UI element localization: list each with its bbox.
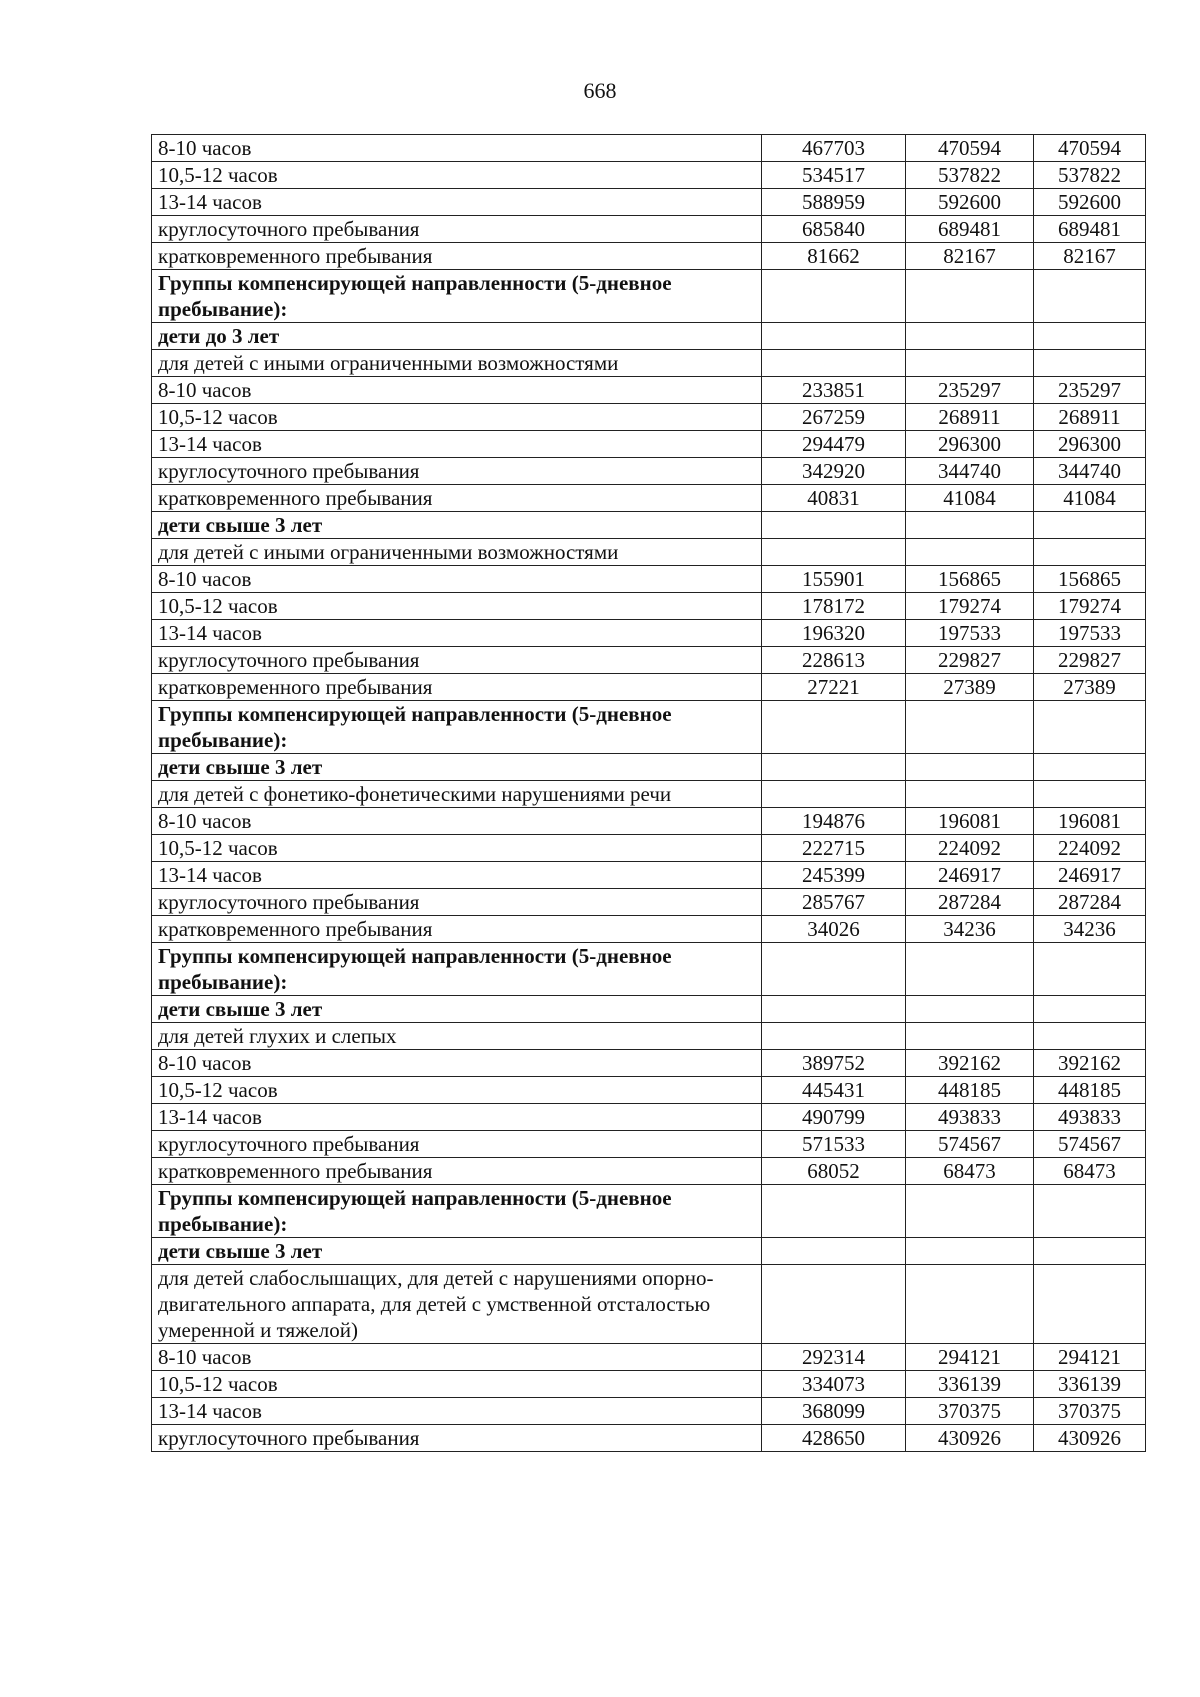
value-cell-1 bbox=[762, 323, 906, 350]
table-row bbox=[152, 620, 1146, 647]
row-label: 13-14 часов bbox=[152, 620, 762, 647]
value-cell-1: 294479 bbox=[762, 431, 906, 458]
row-label: 10,5-12 часов bbox=[152, 404, 762, 431]
value-cell-1: 34026 bbox=[762, 916, 906, 943]
table-row bbox=[152, 754, 1146, 781]
value-cell-1 bbox=[762, 270, 906, 323]
table-row bbox=[152, 889, 1146, 916]
value-cell-1 bbox=[762, 943, 906, 996]
row-label: 8-10 часов bbox=[152, 135, 762, 162]
table-row bbox=[152, 593, 1146, 620]
value-cell-3: 246917 bbox=[1034, 862, 1146, 889]
value-cell-3: 41084 bbox=[1034, 485, 1146, 512]
row-label: круглосуточного пребывания bbox=[152, 1425, 762, 1452]
value-cell-3: 470594 bbox=[1034, 135, 1146, 162]
value-cell-2 bbox=[906, 270, 1034, 323]
table-row bbox=[152, 135, 1146, 162]
value-cell-1: 490799 bbox=[762, 1104, 906, 1131]
value-cell-2: 493833 bbox=[906, 1104, 1034, 1131]
value-cell-2: 574567 bbox=[906, 1131, 1034, 1158]
value-cell-1 bbox=[762, 754, 906, 781]
value-cell-2: 448185 bbox=[906, 1077, 1034, 1104]
table-row bbox=[152, 323, 1146, 350]
value-cell-2: 370375 bbox=[906, 1398, 1034, 1425]
value-cell-3 bbox=[1034, 539, 1146, 566]
value-cell-1: 233851 bbox=[762, 377, 906, 404]
row-label: кратковременного пребывания bbox=[152, 243, 762, 270]
value-cell-2: 246917 bbox=[906, 862, 1034, 889]
value-cell-1: 222715 bbox=[762, 835, 906, 862]
value-cell-3 bbox=[1034, 943, 1146, 996]
value-cell-2 bbox=[906, 350, 1034, 377]
row-label: Группы компенсирующей направленности (5-дневное пребывание): bbox=[152, 1185, 762, 1238]
value-cell-2: 224092 bbox=[906, 835, 1034, 862]
row-label: круглосуточного пребывания bbox=[152, 458, 762, 485]
table-row bbox=[152, 216, 1146, 243]
value-cell-3: 156865 bbox=[1034, 566, 1146, 593]
value-cell-2: 344740 bbox=[906, 458, 1034, 485]
row-label: круглосуточного пребывания bbox=[152, 647, 762, 674]
value-cell-2: 537822 bbox=[906, 162, 1034, 189]
row-label: 8-10 часов bbox=[152, 377, 762, 404]
value-cell-2: 197533 bbox=[906, 620, 1034, 647]
row-label: дети свыше 3 лет bbox=[152, 996, 762, 1023]
value-cell-1: 467703 bbox=[762, 135, 906, 162]
row-label: Группы компенсирующей направленности (5-дневное пребывание): bbox=[152, 943, 762, 996]
value-cell-3 bbox=[1034, 350, 1146, 377]
table-row bbox=[152, 835, 1146, 862]
table-row bbox=[152, 1425, 1146, 1452]
value-cell-3: 268911 bbox=[1034, 404, 1146, 431]
value-cell-1 bbox=[762, 1185, 906, 1238]
value-cell-2: 470594 bbox=[906, 135, 1034, 162]
value-cell-2 bbox=[906, 943, 1034, 996]
value-cell-2: 156865 bbox=[906, 566, 1034, 593]
value-cell-3: 537822 bbox=[1034, 162, 1146, 189]
value-cell-1 bbox=[762, 1238, 906, 1265]
table-row bbox=[152, 377, 1146, 404]
value-cell-3 bbox=[1034, 754, 1146, 781]
value-cell-3: 430926 bbox=[1034, 1425, 1146, 1452]
row-label: 8-10 часов bbox=[152, 1050, 762, 1077]
value-cell-2 bbox=[906, 1185, 1034, 1238]
value-cell-2: 689481 bbox=[906, 216, 1034, 243]
value-cell-3 bbox=[1034, 701, 1146, 754]
value-cell-2: 27389 bbox=[906, 674, 1034, 701]
value-cell-1 bbox=[762, 350, 906, 377]
table-row bbox=[152, 943, 1146, 996]
value-cell-2: 294121 bbox=[906, 1344, 1034, 1371]
value-cell-1: 267259 bbox=[762, 404, 906, 431]
value-cell-2: 34236 bbox=[906, 916, 1034, 943]
value-cell-2: 179274 bbox=[906, 593, 1034, 620]
value-cell-2: 229827 bbox=[906, 647, 1034, 674]
row-label: Группы компенсирующей направленности (5-дневное пребывание): bbox=[152, 701, 762, 754]
table-row bbox=[152, 270, 1146, 323]
row-label: 8-10 часов bbox=[152, 808, 762, 835]
table-row bbox=[152, 404, 1146, 431]
value-cell-3: 34236 bbox=[1034, 916, 1146, 943]
value-cell-2: 287284 bbox=[906, 889, 1034, 916]
table-row bbox=[152, 674, 1146, 701]
table-row bbox=[152, 1050, 1146, 1077]
value-cell-3: 82167 bbox=[1034, 243, 1146, 270]
row-label: дети до 3 лет bbox=[152, 323, 762, 350]
row-label: кратковременного пребывания bbox=[152, 916, 762, 943]
table-row bbox=[152, 485, 1146, 512]
value-cell-2 bbox=[906, 1238, 1034, 1265]
row-label: 13-14 часов bbox=[152, 1104, 762, 1131]
row-label: Группы компенсирующей направленности (5-дневное пребывание): bbox=[152, 270, 762, 323]
value-cell-3: 235297 bbox=[1034, 377, 1146, 404]
row-label: 10,5-12 часов bbox=[152, 835, 762, 862]
table-row bbox=[152, 1023, 1146, 1050]
row-label: для детей глухих и слепых bbox=[152, 1023, 762, 1050]
row-label: 8-10 часов bbox=[152, 566, 762, 593]
value-cell-2: 392162 bbox=[906, 1050, 1034, 1077]
value-cell-1: 389752 bbox=[762, 1050, 906, 1077]
value-cell-2: 336139 bbox=[906, 1371, 1034, 1398]
value-cell-1: 81662 bbox=[762, 243, 906, 270]
value-cell-2 bbox=[906, 539, 1034, 566]
value-cell-3: 493833 bbox=[1034, 1104, 1146, 1131]
value-cell-3: 689481 bbox=[1034, 216, 1146, 243]
value-cell-1: 27221 bbox=[762, 674, 906, 701]
value-cell-1 bbox=[762, 996, 906, 1023]
value-cell-3: 336139 bbox=[1034, 1371, 1146, 1398]
table-row bbox=[152, 1238, 1146, 1265]
value-cell-2: 235297 bbox=[906, 377, 1034, 404]
value-cell-2 bbox=[906, 1023, 1034, 1050]
value-cell-3: 296300 bbox=[1034, 431, 1146, 458]
value-cell-3: 229827 bbox=[1034, 647, 1146, 674]
table-row bbox=[152, 996, 1146, 1023]
value-cell-1 bbox=[762, 701, 906, 754]
value-cell-3: 344740 bbox=[1034, 458, 1146, 485]
table-row bbox=[152, 350, 1146, 377]
row-label: круглосуточного пребывания bbox=[152, 889, 762, 916]
value-cell-1: 40831 bbox=[762, 485, 906, 512]
value-cell-2 bbox=[906, 754, 1034, 781]
value-cell-1: 445431 bbox=[762, 1077, 906, 1104]
value-cell-3 bbox=[1034, 512, 1146, 539]
value-cell-2: 41084 bbox=[906, 485, 1034, 512]
table-row bbox=[152, 1344, 1146, 1371]
value-cell-2: 268911 bbox=[906, 404, 1034, 431]
value-cell-3: 68473 bbox=[1034, 1158, 1146, 1185]
value-cell-3: 179274 bbox=[1034, 593, 1146, 620]
row-label: кратковременного пребывания bbox=[152, 485, 762, 512]
value-cell-2: 196081 bbox=[906, 808, 1034, 835]
value-cell-1 bbox=[762, 1265, 906, 1344]
row-label: круглосуточного пребывания bbox=[152, 216, 762, 243]
table-row bbox=[152, 431, 1146, 458]
value-cell-1: 155901 bbox=[762, 566, 906, 593]
value-cell-1: 285767 bbox=[762, 889, 906, 916]
value-cell-1 bbox=[762, 512, 906, 539]
value-cell-1: 68052 bbox=[762, 1158, 906, 1185]
value-cell-1: 368099 bbox=[762, 1398, 906, 1425]
row-label: кратковременного пребывания bbox=[152, 674, 762, 701]
value-cell-2: 296300 bbox=[906, 431, 1034, 458]
value-cell-3: 224092 bbox=[1034, 835, 1146, 862]
value-cell-1: 292314 bbox=[762, 1344, 906, 1371]
row-label: для детей слабослышащих, для детей с нарушениями опорно-двигательного аппарата, для детей с умственной отсталостью умеренной и тяжелой) bbox=[152, 1265, 762, 1344]
value-cell-2 bbox=[906, 781, 1034, 808]
table-row bbox=[152, 1185, 1146, 1238]
row-label: 10,5-12 часов bbox=[152, 1077, 762, 1104]
table-row bbox=[152, 162, 1146, 189]
row-label: 13-14 часов bbox=[152, 862, 762, 889]
row-label: 13-14 часов bbox=[152, 189, 762, 216]
value-cell-2 bbox=[906, 512, 1034, 539]
value-cell-3: 294121 bbox=[1034, 1344, 1146, 1371]
row-label: 13-14 часов bbox=[152, 1398, 762, 1425]
value-cell-1: 534517 bbox=[762, 162, 906, 189]
value-cell-3 bbox=[1034, 781, 1146, 808]
table-row bbox=[152, 1158, 1146, 1185]
value-cell-3 bbox=[1034, 1265, 1146, 1344]
value-cell-1: 428650 bbox=[762, 1425, 906, 1452]
table-row bbox=[152, 701, 1146, 754]
row-label: 10,5-12 часов bbox=[152, 593, 762, 620]
row-label: 8-10 часов bbox=[152, 1344, 762, 1371]
value-cell-2 bbox=[906, 996, 1034, 1023]
row-label: дети свыше 3 лет bbox=[152, 754, 762, 781]
value-cell-3: 27389 bbox=[1034, 674, 1146, 701]
row-label: дети свыше 3 лет bbox=[152, 512, 762, 539]
value-cell-1: 334073 bbox=[762, 1371, 906, 1398]
value-cell-1: 178172 bbox=[762, 593, 906, 620]
row-label: 13-14 часов bbox=[152, 431, 762, 458]
table-row bbox=[152, 916, 1146, 943]
value-cell-3 bbox=[1034, 323, 1146, 350]
value-cell-1: 228613 bbox=[762, 647, 906, 674]
table-row bbox=[152, 1398, 1146, 1425]
table-row bbox=[152, 243, 1146, 270]
row-label: 10,5-12 часов bbox=[152, 1371, 762, 1398]
value-cell-3 bbox=[1034, 1185, 1146, 1238]
value-cell-3 bbox=[1034, 1023, 1146, 1050]
row-label: дети свыше 3 лет bbox=[152, 1238, 762, 1265]
value-cell-1 bbox=[762, 1023, 906, 1050]
row-label: для детей с иными ограниченными возможностями bbox=[152, 350, 762, 377]
table-row bbox=[152, 539, 1146, 566]
row-label: 10,5-12 часов bbox=[152, 162, 762, 189]
value-cell-2 bbox=[906, 701, 1034, 754]
value-cell-3: 370375 bbox=[1034, 1398, 1146, 1425]
value-cell-2: 68473 bbox=[906, 1158, 1034, 1185]
table-row bbox=[152, 189, 1146, 216]
table-row bbox=[152, 566, 1146, 593]
value-cell-3: 287284 bbox=[1034, 889, 1146, 916]
value-cell-2 bbox=[906, 323, 1034, 350]
value-cell-3 bbox=[1034, 270, 1146, 323]
table-row bbox=[152, 1265, 1146, 1344]
value-cell-1 bbox=[762, 539, 906, 566]
value-cell-3: 574567 bbox=[1034, 1131, 1146, 1158]
value-cell-2: 430926 bbox=[906, 1425, 1034, 1452]
value-cell-3: 196081 bbox=[1034, 808, 1146, 835]
table-row bbox=[152, 1104, 1146, 1131]
value-cell-3: 448185 bbox=[1034, 1077, 1146, 1104]
row-label: для детей с фонетико-фонетическими нарушениями речи bbox=[152, 781, 762, 808]
value-cell-1: 194876 bbox=[762, 808, 906, 835]
table-row bbox=[152, 862, 1146, 889]
page-number: 668 bbox=[583, 78, 617, 103]
value-cell-1: 196320 bbox=[762, 620, 906, 647]
row-label: для детей с иными ограниченными возможностями bbox=[152, 539, 762, 566]
table-body bbox=[152, 135, 1146, 1452]
value-cell-1: 685840 bbox=[762, 216, 906, 243]
row-label: круглосуточного пребывания bbox=[152, 1131, 762, 1158]
value-cell-1: 588959 bbox=[762, 189, 906, 216]
value-cell-1: 571533 bbox=[762, 1131, 906, 1158]
tariff-table bbox=[151, 134, 1146, 1452]
value-cell-1 bbox=[762, 781, 906, 808]
value-cell-1: 342920 bbox=[762, 458, 906, 485]
value-cell-3: 592600 bbox=[1034, 189, 1146, 216]
value-cell-3: 197533 bbox=[1034, 620, 1146, 647]
table-row bbox=[152, 1077, 1146, 1104]
table-row bbox=[152, 512, 1146, 539]
table-row bbox=[152, 1371, 1146, 1398]
value-cell-3: 392162 bbox=[1034, 1050, 1146, 1077]
table-row bbox=[152, 647, 1146, 674]
table-row bbox=[152, 781, 1146, 808]
row-label: кратковременного пребывания bbox=[152, 1158, 762, 1185]
value-cell-3 bbox=[1034, 1238, 1146, 1265]
value-cell-2: 82167 bbox=[906, 243, 1034, 270]
table-row bbox=[152, 458, 1146, 485]
value-cell-3 bbox=[1034, 996, 1146, 1023]
value-cell-2 bbox=[906, 1265, 1034, 1344]
table-row bbox=[152, 1131, 1146, 1158]
table-row bbox=[152, 808, 1146, 835]
value-cell-2: 592600 bbox=[906, 189, 1034, 216]
value-cell-1: 245399 bbox=[762, 862, 906, 889]
